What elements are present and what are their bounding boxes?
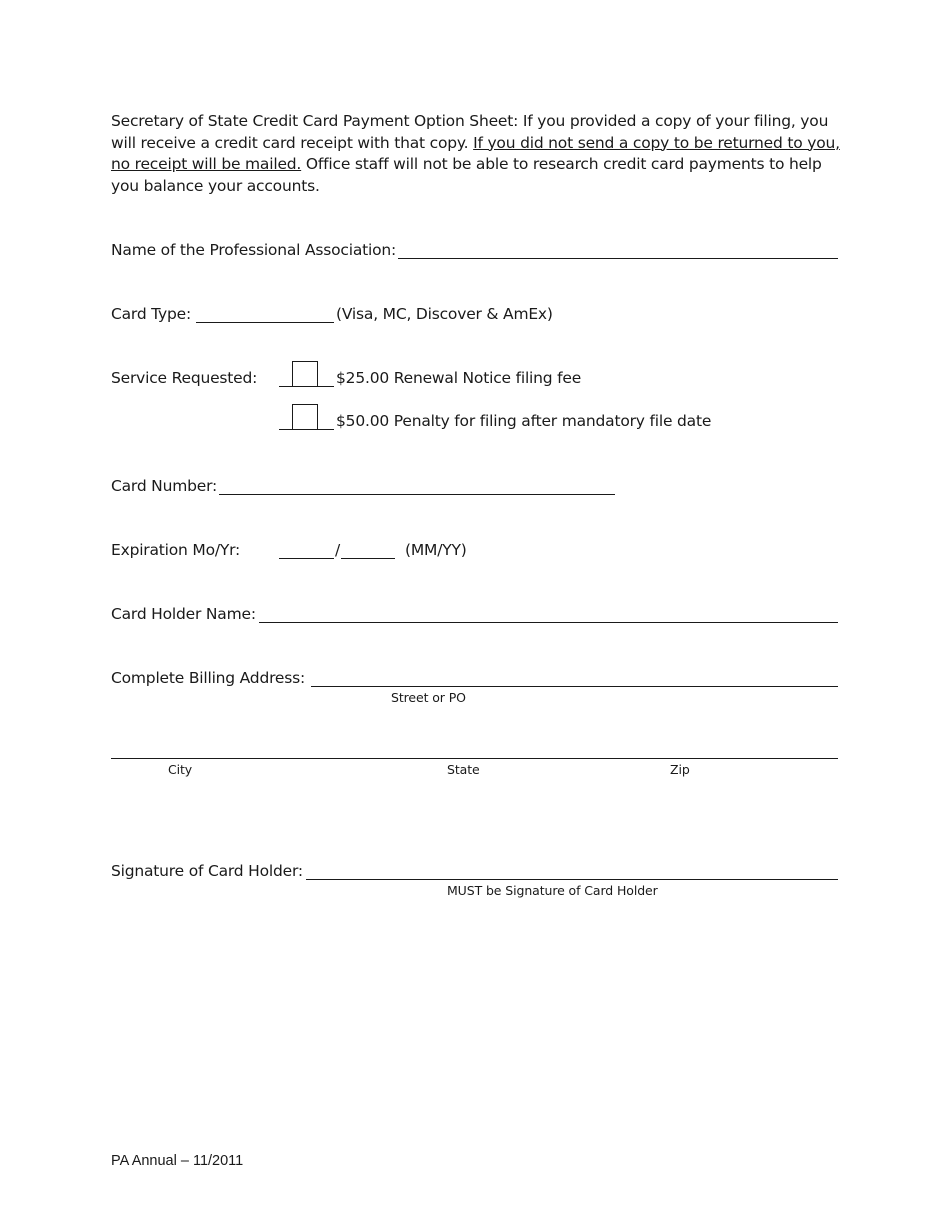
expiration-separator: /	[335, 541, 341, 559]
intro-text-2: Office staff will not be able to research credit card payments to help you balance your accounts.	[111, 155, 822, 195]
billing-street-input-line[interactable]	[311, 686, 838, 687]
card-type-input-line[interactable]	[196, 322, 334, 323]
city-caption: City	[168, 762, 193, 777]
billing-address-label: Complete Billing Address:	[111, 669, 306, 687]
card-number-label: Card Number:	[111, 477, 218, 495]
expiration-month-line[interactable]	[279, 558, 334, 559]
holder-name-input-line[interactable]	[259, 622, 838, 623]
card-type-hint: (Visa, MC, Discover & AmEx)	[336, 305, 553, 323]
service-option-2-checkbox[interactable]	[292, 404, 318, 430]
card-number-input-line[interactable]	[219, 494, 615, 495]
intro-text-1: Secretary of State Credit Card Payment Option Sheet: If you provided a copy of your filing, you will receive a credit card receipt with that copy.	[111, 112, 829, 152]
form-revision-footer: PA Annual – 11/2011	[111, 1153, 244, 1169]
card-type-label: Card Type:	[111, 305, 192, 323]
expiration-label: Expiration Mo/Yr:	[111, 541, 241, 559]
zip-caption: Zip	[670, 762, 690, 777]
signature-input-line[interactable]	[306, 879, 838, 880]
signature-label: Signature of Card Holder:	[111, 862, 303, 880]
service-option-2-label: $50.00 Penalty for filing after mandatory file date	[336, 412, 712, 430]
billing-city-state-zip-line[interactable]	[111, 758, 838, 759]
association-label: Name of the Professional Association:	[111, 241, 397, 259]
service-requested-label: Service Requested:	[111, 369, 258, 387]
association-input-line[interactable]	[398, 258, 838, 259]
service-option-1-checkbox[interactable]	[292, 361, 318, 387]
expiration-format-hint: (MM/YY)	[405, 541, 467, 559]
expiration-year-line[interactable]	[341, 558, 395, 559]
street-caption: Street or PO	[391, 690, 466, 705]
intro-paragraph	[111, 111, 841, 197]
intro-underlined-notice: If you did not send a copy to be returned to you, no receipt will be mailed.	[111, 133, 840, 173]
state-caption: State	[447, 762, 480, 777]
service-option-1-label: $25.00 Renewal Notice filing fee	[336, 369, 582, 387]
signature-caption: MUST be Signature of Card Holder	[447, 883, 658, 898]
holder-name-label: Card Holder Name:	[111, 605, 256, 623]
